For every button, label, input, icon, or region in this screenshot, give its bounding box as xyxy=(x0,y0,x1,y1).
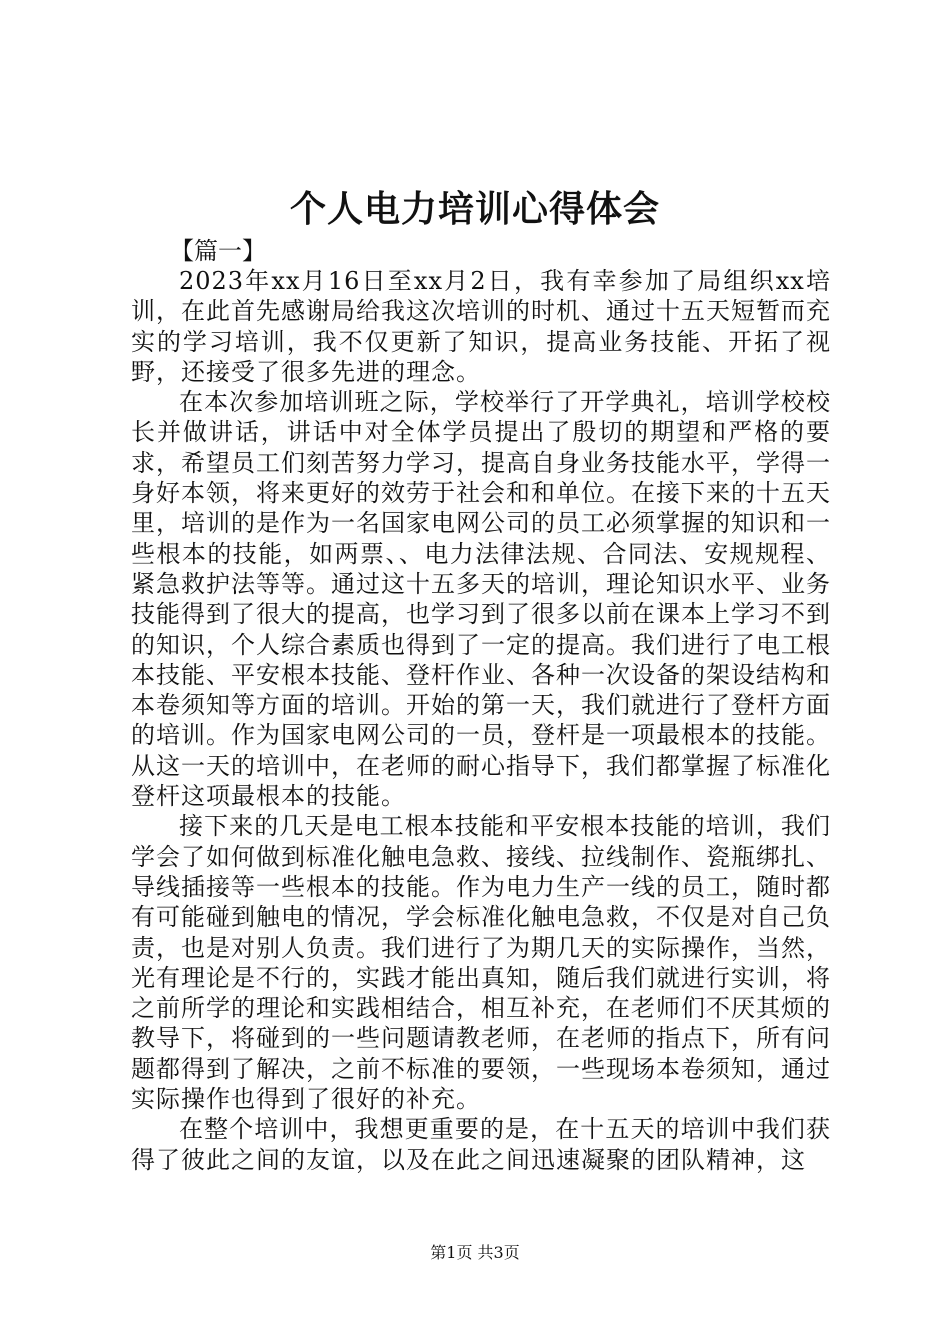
paragraph-2: 在本次参加培训班之际，学校举行了开学典礼，培训学校校长并做讲话，讲话中对全体学员提出了殷切的期望和严格的要求，希望员工们刻苦努力学习，提高自身业务技能水平，学得一身好本领，将来更好的效劳于社会和和单位。在接下来的十五天里，培训的是作为一名国家电网公司的员工必须掌握的知识和一些根本的技能，如两票、、电力法律法规、合同法、安规规程、紧急救护法等等。通过这十五多天的培训，理论知识水平、业务技能得到了很大的提高，也学习到了很多以前在课本上学习不到的知识，个人综合素质也得到了一定的提高。我们进行了电工根本技能、平安根本技能、登杆作业、各种一次设备的架设结构和本卷须知等方面的培训。开始的第一天，我们就进行了登杆方面的培训。作为国家电网公司的一员，登杆是一项最根本的技能。从这一天的培训中，在老师的耐心指导下，我们都掌握了标准化登杆这项最根本的技能。 xyxy=(131,388,831,811)
paragraph-3: 接下来的几天是电工根本技能和平安根本技能的培训，我们学会了如何做到标准化触电急救、接线、拉线制作、瓷瓶绑扎、导线插接等一些根本的技能。作为电力生产一线的员工，随时都有可能碰到触电的情况，学会标准化触电急救，不仅是对自己负责，也是对别人负责。我们进行了为期几天的实际操作，当然，光有理论是不行的，实践才能出真知，随后我们就进行实训，将之前所学的理论和实践相结合，相互补充，在老师们不厌其烦的教导下，将碰到的一些问题请教老师，在老师的指点下，所有问题都得到了解决，之前不标准的要领，一些现场本卷须知，通过实际操作也得到了很好的补充。 xyxy=(131,812,831,1114)
page-number-footer: 第1页 共3页 xyxy=(430,1243,520,1262)
paragraph-1: 2023年xx月16日至xx月2日，我有幸参加了局组织xx培训，在此首先感谢局给我这次培训的时机、通过十五天短暂而充实的学习培训，我不仅更新了知识，提高业务技能、开拓了视野，还接受了很多先进的理念。 xyxy=(131,267,831,386)
page-title: 个人电力培训心得体会 xyxy=(289,188,660,230)
paragraph-4: 在整个培训中，我想更重要的是，在十五天的培训中我们获得了彼此之间的友谊，以及在此之间迅速凝聚的团队精神，这 xyxy=(131,1115,831,1174)
document-body xyxy=(131,266,831,1175)
section-label: 【篇一】 xyxy=(170,237,266,265)
